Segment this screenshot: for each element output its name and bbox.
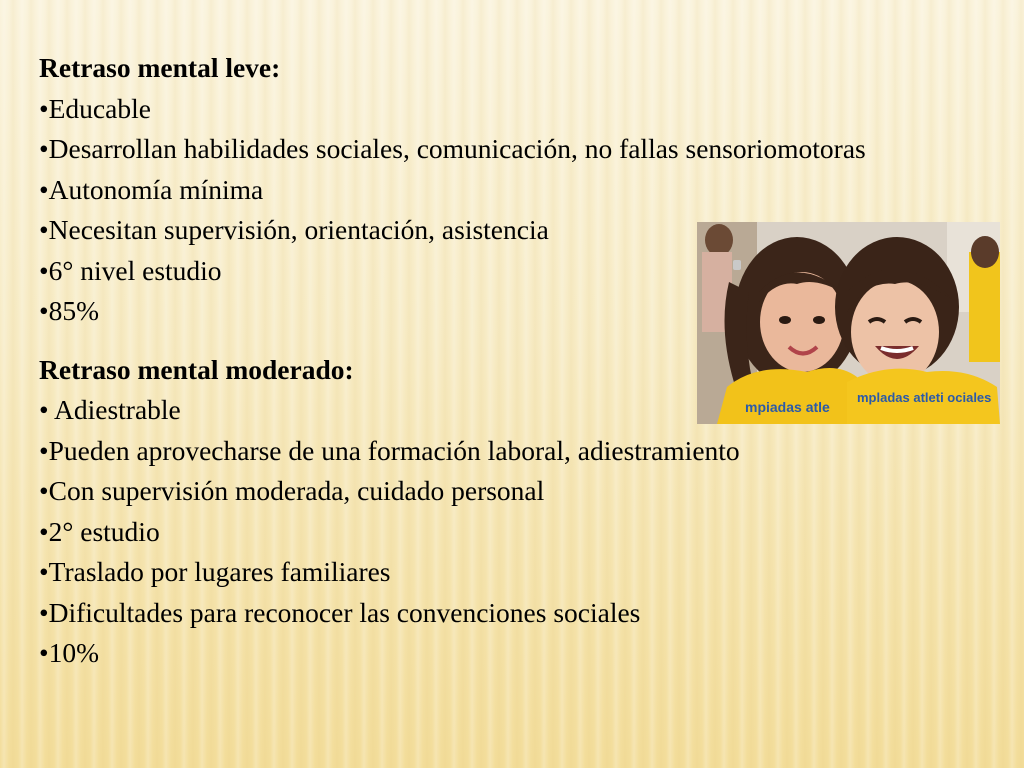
list-item: •Necesitan supervisión, orientación, asistencia: [39, 214, 549, 245]
list-item: •Con supervisión moderada, cuidado personal: [39, 475, 545, 506]
list-item: • Adiestrable: [39, 394, 181, 425]
shirt-text-left: mpiadas atle: [745, 399, 830, 415]
shirt-text-right: mpladas atleti ociales: [857, 390, 992, 405]
photo-illustration: [697, 222, 1000, 424]
list-item: •Traslado por lugares familiares: [39, 556, 391, 587]
list-item: •Autonomía mínima: [39, 173, 264, 205]
list-item: •Pueden aprovecharse de una formación laboral, adiestramiento: [39, 434, 740, 466]
section-title-moderado: Retraso mental moderado:: [39, 353, 354, 385]
list-item: •6° nivel estudio: [39, 254, 222, 286]
section-title-leve: Retraso mental leve:: [39, 52, 281, 83]
list-item: •Desarrollan habilidades sociales, comunicación, no fallas sensoriomotoras: [39, 133, 866, 164]
photo-two-girls: [697, 222, 1000, 424]
list-item: •Dificultades para reconocer las convenciones sociales: [39, 596, 641, 628]
list-item: •Educable: [39, 92, 151, 124]
list-item: •10%: [39, 637, 100, 668]
list-item: •85%: [39, 295, 100, 326]
list-item: •2° estudio: [39, 515, 160, 547]
